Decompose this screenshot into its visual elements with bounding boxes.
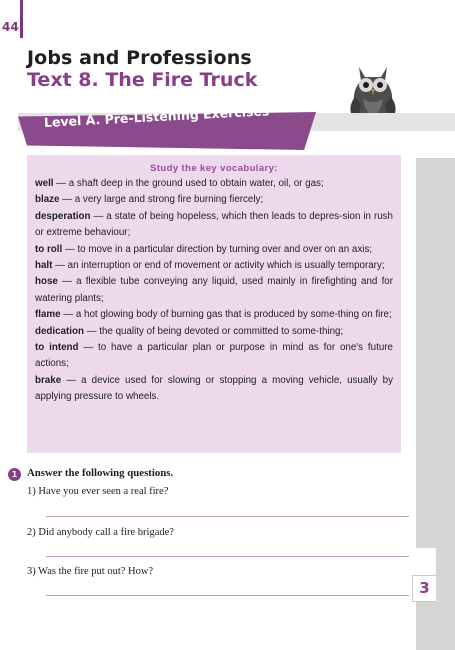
question-3: 3) Was the fire put out? How? bbox=[27, 566, 154, 577]
vocab-definition: — a shaft deep in the ground used to obtain water, oil, or gas; bbox=[53, 178, 324, 189]
unit-number: 3 bbox=[412, 575, 436, 602]
level-banner-label: Level A. Pre-Listening Exercises bbox=[43, 103, 270, 130]
banner-strip-gap bbox=[0, 113, 18, 131]
vocab-term: well bbox=[35, 178, 54, 189]
vocab-definition: — to move in a particular direction by turning over and over on an axis; bbox=[62, 243, 373, 255]
question-2: 2) Did anybody call a fire brigade? bbox=[27, 527, 174, 538]
vocab-entry bbox=[35, 209, 393, 242]
question-1: 1) Have you ever seen a real fire? bbox=[27, 486, 169, 497]
vocab-term: dedication bbox=[35, 325, 84, 337]
vocab-term: to intend bbox=[35, 342, 79, 354]
text-title: Text 8. The Fire Truck bbox=[27, 69, 258, 91]
vocab-term: to roll bbox=[35, 243, 63, 255]
vocabulary-box bbox=[27, 155, 401, 453]
vocab-entry bbox=[35, 258, 393, 274]
vocab-definition: — an interruption or end of movement or activity which is usually temporary; bbox=[52, 260, 385, 272]
vocab-definition: — a very large and strong fire burning fiercely; bbox=[59, 194, 264, 206]
answer-line-3[interactable] bbox=[46, 595, 409, 596]
unit-title: Jobs and Professions bbox=[27, 47, 252, 69]
exercise-title: Answer the following questions. bbox=[27, 467, 174, 479]
side-tab-notch bbox=[412, 548, 436, 575]
vocab-entry bbox=[35, 274, 393, 307]
vocab-definition: — to have a particular plan or purpose in mind as for one's future actions; bbox=[35, 342, 393, 370]
vocab-term: flame bbox=[35, 309, 61, 321]
page-rule bbox=[20, 0, 23, 38]
vocab-term: brake bbox=[35, 374, 62, 386]
vocab-entry bbox=[35, 242, 393, 258]
exercise-number-badge: 1 bbox=[8, 468, 21, 481]
vocab-definition: — a state of being hopeless, which then leads to depres-sion in rush or extreme behaviour; bbox=[35, 210, 393, 239]
vocab-definition: — the quality of being devoted or committed to some-thing; bbox=[84, 325, 344, 337]
vocab-definition: — a device used for slowing or stopping a moving vehicle, usually by applying pressure to wheels. bbox=[35, 374, 393, 403]
vocab-term: hose bbox=[35, 276, 58, 288]
vocabulary-heading: Study the key vocabulary: bbox=[150, 163, 278, 174]
vocab-entry bbox=[35, 373, 393, 406]
vocab-term: halt bbox=[35, 260, 53, 272]
answer-line-1[interactable] bbox=[46, 516, 409, 517]
vocab-entry bbox=[35, 307, 393, 323]
vocab-definition: — a hot glowing body of burning gas that is produced by some-thing on fire; bbox=[60, 309, 392, 321]
vocab-definition: — a flexible tube conveying any liquid, used mainly in firefighting and for watering plants; bbox=[35, 276, 393, 304]
vocab-term: blaze bbox=[35, 194, 60, 206]
vocab-entry bbox=[35, 192, 393, 208]
answer-line-2[interactable] bbox=[46, 556, 409, 557]
vocab-entry bbox=[35, 324, 393, 340]
vocab-entry bbox=[35, 340, 393, 373]
vocab-entry bbox=[35, 176, 393, 192]
vocab-term: desperation bbox=[35, 210, 91, 222]
page-number: 44 bbox=[2, 20, 19, 34]
